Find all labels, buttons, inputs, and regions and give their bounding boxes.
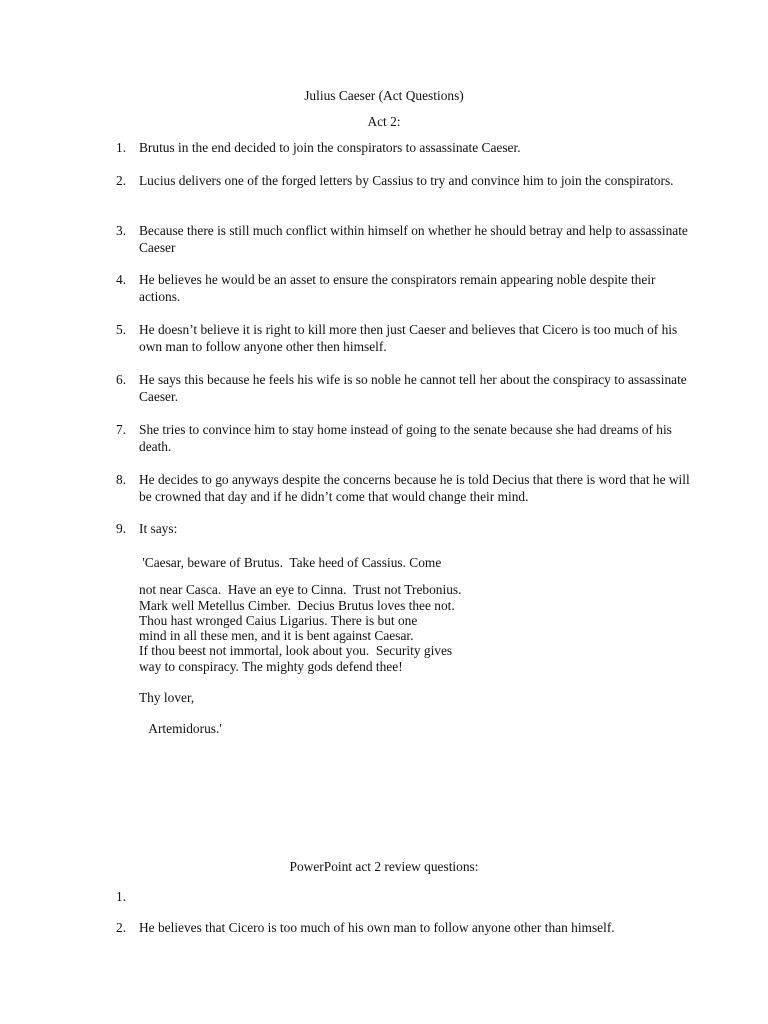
item-number: 1. [116,889,127,904]
item-text: Brutus in the end decided to join the conspirators to assassinate Caeser. [139,140,521,155]
item-number: 2. [116,173,127,188]
letter-line: Thou hast wronged Caius Ligarius. There is but one [139,613,418,628]
letter-line: If thou beest not immortal, look about you. Security gives [139,643,453,658]
letter-line: Mark well Metellus Cimber. Decius Brutus loves thee not. [139,598,455,613]
item-number: 4. [116,272,127,287]
item-text: He believes that Cicero is too much of his own man to follow anyone other than himself. [139,920,615,935]
item-number: 3. [116,223,127,238]
item-text: He believes he would be an asset to ensure the conspirators remain appearing noble despite their actions. [139,272,656,304]
letter-closing: Thy lover, [139,690,195,705]
letter-opening: 'Caesar, beware of Brutus. Take heed of Cassius. Come [139,555,442,570]
item-text: He doesn’t believe it is right to kill more then just Caeser and believes that Cicero is too much of his own man to follow anyone other then himself. [139,322,678,354]
item-number: 2. [116,920,127,935]
item-number: 7. [116,422,127,437]
letter-line: way to conspiracy. The mighty gods defend thee! [139,659,403,674]
item-text: It says: [139,521,178,536]
page-subtitle: Act 2: [367,114,401,129]
review-heading: PowerPoint act 2 review questions: [289,859,479,874]
letter-line: not near Casca. Have an eye to Cinna. Trust not Trebonius. [139,582,462,597]
item-text: He decides to go anyways despite the concerns because he is told Decius that there is word that he will be crowned that day and if he didn’t come that would change their mind. [139,472,690,504]
letter-signature: Artemidorus.' [139,721,222,736]
item-number: 6. [116,372,127,387]
item-number: 9. [116,521,127,536]
item-text: Lucius delivers one of the forged letters by Cassius to try and convince him to join the conspirators. [139,173,674,188]
item-text: Because there is still much conflict within himself on whether he should betray and help to assassinate Caeser [139,223,688,255]
item-number: 8. [116,472,127,487]
item-text: He says this because he feels his wife is so noble he cannot tell her about the conspiracy to assassinate Caeser. [139,372,687,404]
letter-line: mind in all these men, and it is bent against Caesar. [139,628,414,643]
item-text: She tries to convince him to stay home instead of going to the senate because she had dreams of his death. [139,422,672,454]
item-number: 1. [116,140,127,155]
item-number: 5. [116,322,127,337]
page-title: Julius Caeser (Act Questions) [304,88,464,103]
